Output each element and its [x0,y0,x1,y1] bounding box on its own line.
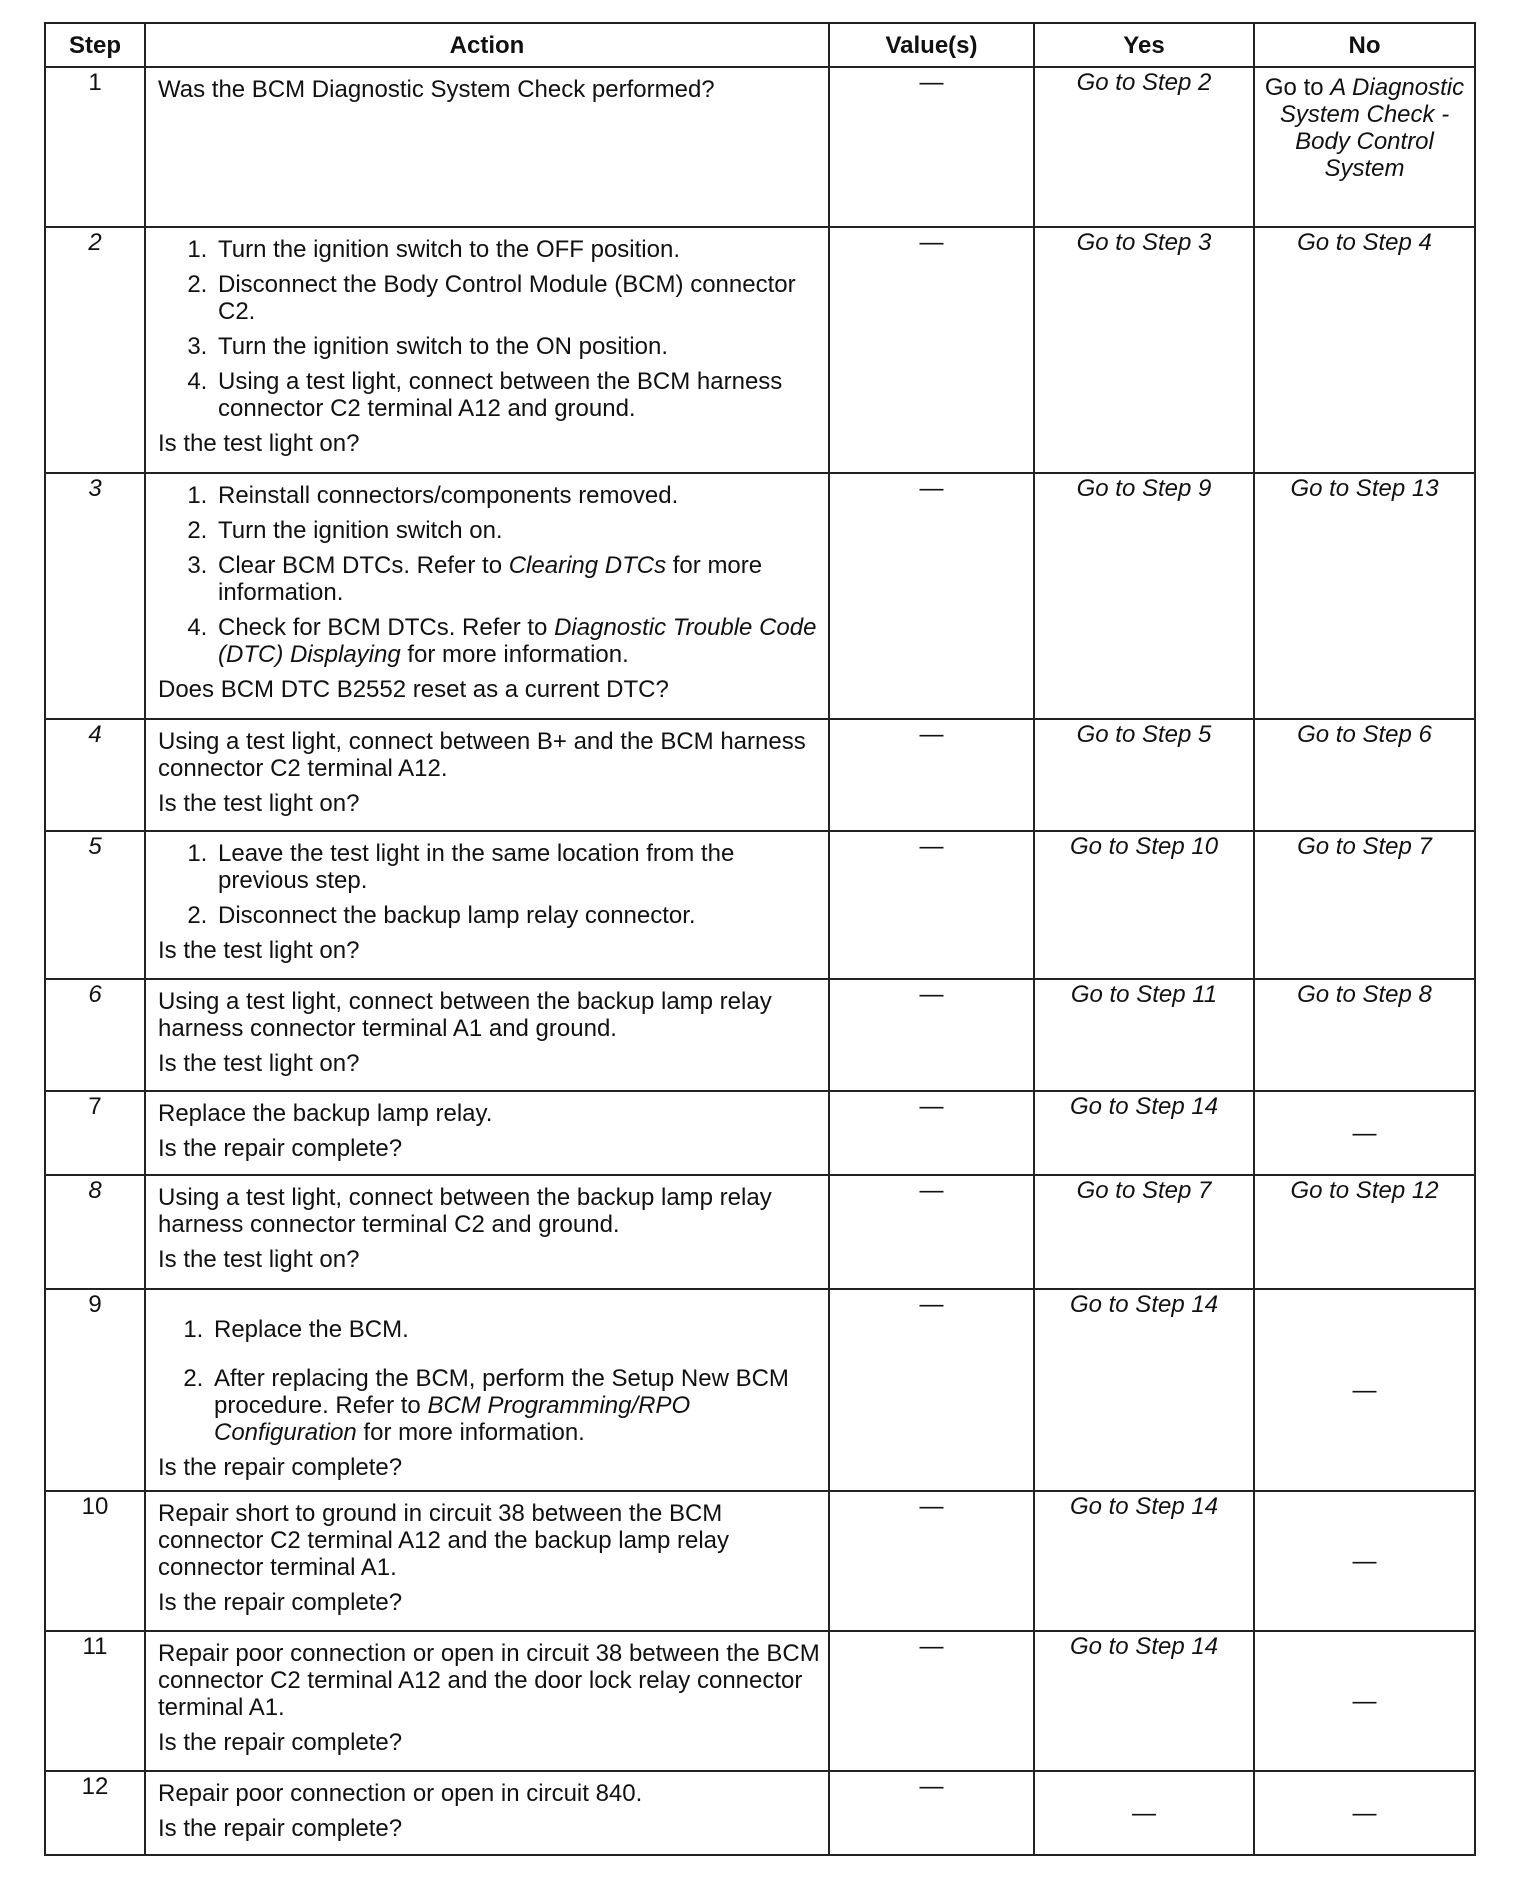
action-cell [145,719,829,831]
yes-cell: Go to Step 14 [1034,1631,1254,1771]
action-cell [145,1631,829,1771]
no-cell: — [1254,1491,1475,1631]
value-cell: — [829,473,1034,719]
step-number: 12 [45,1771,145,1855]
no-cell: Go to Step 8 [1254,979,1475,1091]
action-question: Is the repair complete? [158,1454,403,1481]
action-item-text: for more information. [218,552,763,606]
action-item: 1. Turn the ignition switch to the OFF position. [214,236,820,263]
yes-cell: Go to Step 3 [1034,227,1254,473]
value-cell: — [829,1631,1034,1771]
action-text: Using a test light, connect between B+ and the BCM harness connector C2 terminal A12. [158,728,806,782]
yes-cell: Go to Step 10 [1034,831,1254,979]
no-reference: A Diagnostic System Check - Body Control System [1279,74,1465,182]
action-item [214,552,820,606]
yes-cell: — [1034,1771,1254,1855]
table-row-step-3 [45,473,1475,719]
no-cell: — [1254,1771,1475,1855]
action-text: Repair poor connection or open in circuit 38 between the BCM connector C2 terminal A12 and the door lock relay connector terminal A1. [158,1640,820,1721]
table-row-step-1 [45,67,1475,227]
action-question: Is the repair complete? [158,1135,403,1162]
diagnostic-table [44,22,1476,1856]
action-cell [145,1289,829,1491]
header-yes: Yes [1034,23,1254,67]
action-item: 4. Using a test light, connect between the BCM harness connector C2 terminal A12 and ground. [214,368,820,422]
action-cell [145,1175,829,1289]
no-cell: Go to Step 4 [1254,227,1475,473]
action-question: Is the test light on? [158,1246,360,1273]
table-row-step-10 [45,1491,1475,1631]
action-item: 1. Leave the test light in the same location from the previous step. [214,840,820,894]
step-number: 1 [45,67,145,227]
action-question: Is the test light on? [158,790,360,817]
action-cell [145,473,829,719]
step-number: 11 [45,1631,145,1771]
yes-cell: Go to Step 14 [1034,1491,1254,1631]
no-cell: Go to Step 6 [1254,719,1475,831]
action-cell [145,1771,829,1855]
header-values: Value(s) [829,23,1034,67]
action-item [210,1365,820,1446]
action-item-text: After replacing the BCM, perform the Setup New BCM procedure. Refer to [214,1365,789,1419]
value-cell: — [829,979,1034,1091]
value-cell: — [829,1091,1034,1175]
step-number: 4 [45,719,145,831]
header-no: No [1254,23,1475,67]
action-question: Does BCM DTC B2552 reset as a current DTC? [158,676,669,703]
yes-cell: Go to Step 5 [1034,719,1254,831]
action-item-text: Clear BCM DTCs. Refer to [218,552,509,579]
action-item: 2. Disconnect the Body Control Module (BCM) connector C2. [214,271,820,325]
yes-cell: Go to Step 7 [1034,1175,1254,1289]
action-text: Using a test light, connect between the backup lamp relay harness connector terminal C2 and ground. [158,1184,772,1238]
step-number: 5 [45,831,145,979]
action-question: Is the repair complete? [158,1589,403,1616]
action-cell [145,227,829,473]
value-cell: — [829,227,1034,473]
table-row-step-9 [45,1289,1475,1491]
action-cell [145,979,829,1091]
no-cell: — [1254,1091,1475,1175]
action-cell [145,1491,829,1631]
header-step: Step [45,23,145,67]
table-row-step-11 [45,1631,1475,1771]
action-question: Is the test light on? [158,937,360,964]
yes-cell: Go to Step 11 [1034,979,1254,1091]
table-row-step-5 [45,831,1475,979]
action-question: Is the repair complete? [158,1729,403,1756]
action-text: Repair poor connection or open in circuit 840. [158,1780,643,1807]
action-question: Is the repair complete? [158,1815,403,1842]
yes-cell: Go to Step 2 [1034,67,1254,227]
action-item: 2. Turn the ignition switch on. [214,517,820,544]
reference-link-clearing-dtcs: Clearing DTCs [508,552,667,579]
action-list [158,840,820,929]
table-row-step-7 [45,1091,1475,1175]
no-cell [1254,67,1475,227]
step-number: 2 [45,227,145,473]
step-number: 8 [45,1175,145,1289]
yes-cell: Go to Step 9 [1034,473,1254,719]
no-cell: — [1254,1289,1475,1491]
action-text: Was the BCM Diagnostic System Check performed? [158,76,715,103]
action-list [158,236,820,422]
yes-cell: Go to Step 14 [1034,1091,1254,1175]
table-row-step-6 [45,979,1475,1091]
action-question: Is the test light on? [158,1050,360,1077]
value-cell: — [829,67,1034,227]
action-item-text: for more information. [400,641,629,668]
action-text: Repair short to ground in circuit 38 between the BCM connector C2 terminal A12 and the backup lamp relay connector terminal A1. [158,1500,729,1581]
value-cell: — [829,1771,1034,1855]
action-item: 1. Replace the BCM. [210,1316,820,1343]
reference-link-bcm-programming: BCM Programming/RPO Configuration [214,1392,691,1446]
action-item: 2. Disconnect the backup lamp relay connector. [214,902,820,929]
value-cell: — [829,719,1034,831]
no-cell: Go to Step 13 [1254,473,1475,719]
action-text: Using a test light, connect between the backup lamp relay harness connector terminal A1 and ground. [158,988,772,1042]
reference-link-dtc-displaying: Diagnostic Trouble Code (DTC) Displaying [218,614,817,668]
action-list [158,482,820,668]
action-item: 1. Reinstall connectors/components removed. [214,482,820,509]
action-question: Is the test light on? [158,430,360,457]
action-item-text: Check for BCM DTCs. Refer to [218,614,555,641]
table-row-step-12 [45,1771,1475,1855]
step-number: 6 [45,979,145,1091]
no-cell: — [1254,1631,1475,1771]
table-row-step-2 [45,227,1475,473]
diagnostic-table-sheet [44,22,1474,1856]
value-cell: — [829,1289,1034,1491]
step-number: 10 [45,1491,145,1631]
table-row-step-8 [45,1175,1475,1289]
no-cell: Go to Step 7 [1254,831,1475,979]
header-action: Action [145,23,829,67]
step-number: 7 [45,1091,145,1175]
action-cell [145,831,829,979]
action-cell [145,67,829,227]
step-number: 9 [45,1289,145,1491]
value-cell: — [829,831,1034,979]
action-list [158,1316,820,1446]
action-item-text: for more information. [356,1419,585,1446]
action-item: 3. Turn the ignition switch to the ON position. [214,333,820,360]
action-item [214,614,820,668]
yes-cell: Go to Step 14 [1034,1289,1254,1491]
table-row-step-4 [45,719,1475,831]
no-cell: Go to Step 12 [1254,1175,1475,1289]
header-row [45,23,1475,67]
value-cell: — [829,1175,1034,1289]
action-text: Replace the backup lamp relay. [158,1100,493,1127]
no-prefix: Go to [1264,74,1331,101]
value-cell: — [829,1491,1034,1631]
step-number: 3 [45,473,145,719]
action-cell [145,1091,829,1175]
